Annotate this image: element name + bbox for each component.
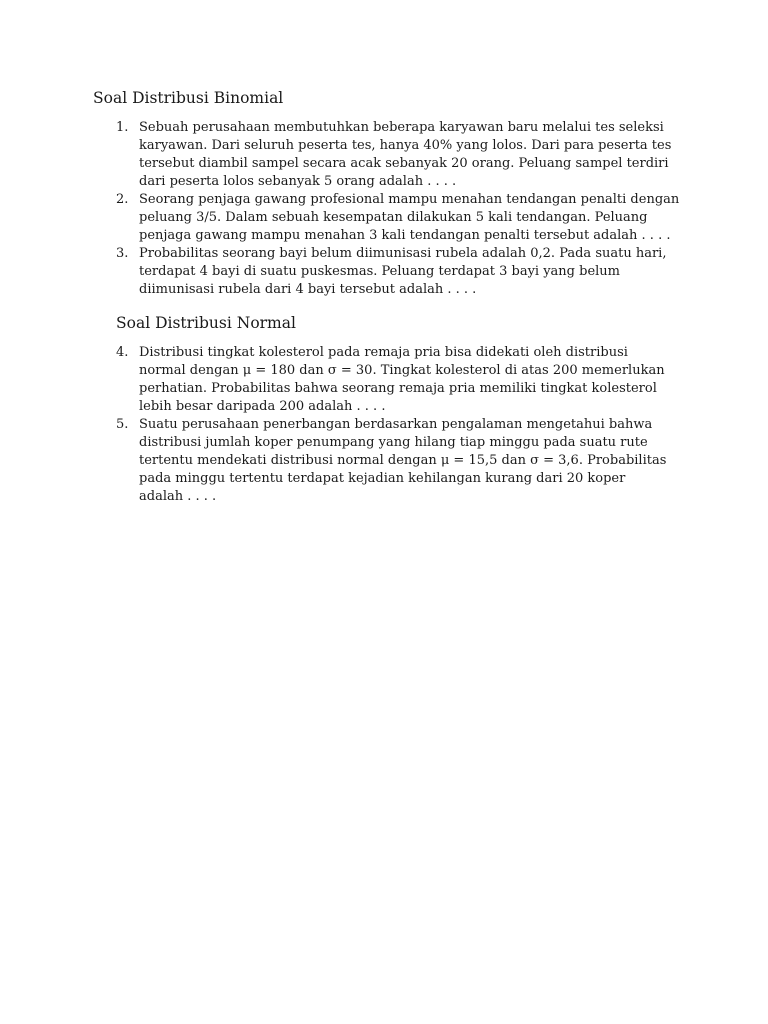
question-list-binomial	[0, 119, 768, 299]
question-line: peluang 3/5. Dalam sebuah kesempatan dilakukan 5 kali tendangan. Peluang	[139, 210, 648, 225]
section-heading-normal: Soal Distribusi Normal	[116, 314, 296, 332]
question-item-1	[0, 119, 768, 191]
question-text	[139, 191, 768, 245]
question-number: 4.	[116, 345, 129, 360]
question-number: 3.	[116, 246, 129, 261]
question-number: 2.	[116, 192, 129, 207]
question-line: distribusi jumlah koper penumpang yang hilang tiap minggu pada suatu rute	[139, 435, 648, 450]
question-line: Sebuah perusahaan membutuhkan beberapa karyawan baru melalui tes seleksi	[139, 120, 664, 135]
question-item-4	[0, 344, 768, 416]
question-line: penjaga gawang mampu menahan 3 kali tendangan penalti tersebut adalah . . . .	[139, 228, 671, 243]
question-item-5	[0, 416, 768, 506]
question-item-3	[0, 245, 768, 299]
question-line: adalah . . . .	[139, 489, 217, 504]
section-heading-binomial: Soal Distribusi Binomial	[93, 89, 284, 107]
question-line: tertentu mendekati distribusi normal dengan μ = 15,5 dan σ = 3,6. Probabilitas	[139, 453, 667, 468]
question-line: pada minggu tertentu terdapat kejadian kehilangan kurang dari 20 koper	[139, 471, 626, 486]
question-line: normal dengan μ = 180 dan σ = 30. Tingkat kolesterol di atas 200 memerlukan	[139, 363, 665, 378]
question-line: Suatu perusahaan penerbangan berdasarkan pengalaman mengetahui bahwa	[139, 417, 653, 432]
question-line: diimunisasi rubela dari 4 bayi tersebut adalah . . . .	[139, 282, 477, 297]
question-line: lebih besar daripada 200 adalah . . . .	[139, 399, 386, 414]
question-text	[139, 416, 768, 506]
question-line: dari peserta lolos sebanyak 5 orang adalah . . . .	[139, 174, 457, 189]
question-line: terdapat 4 bayi di suatu puskesmas. Peluang terdapat 3 bayi yang belum	[139, 264, 620, 279]
question-list-normal	[0, 344, 768, 506]
question-item-2	[0, 191, 768, 245]
question-number: 1.	[116, 120, 129, 135]
question-text	[139, 119, 768, 191]
question-text	[139, 245, 768, 299]
question-line: Distribusi tingkat kolesterol pada remaja pria bisa didekati oleh distribusi	[139, 345, 628, 360]
question-number: 5.	[116, 417, 129, 432]
question-line: Seorang penjaga gawang profesional mampu menahan tendangan penalti dengan	[139, 192, 680, 207]
question-line: tersebut diambil sampel secara acak sebanyak 20 orang. Peluang sampel terdiri	[139, 156, 669, 171]
question-line: karyawan. Dari seluruh peserta tes, hanya 40% yang lolos. Dari para peserta tes	[139, 138, 672, 153]
question-line: perhatian. Probabilitas bahwa seorang remaja pria memiliki tingkat kolesterol	[139, 381, 657, 396]
question-line: Probabilitas seorang bayi belum diimunisasi rubela adalah 0,2. Pada suatu hari,	[139, 246, 667, 261]
question-text	[139, 344, 768, 416]
